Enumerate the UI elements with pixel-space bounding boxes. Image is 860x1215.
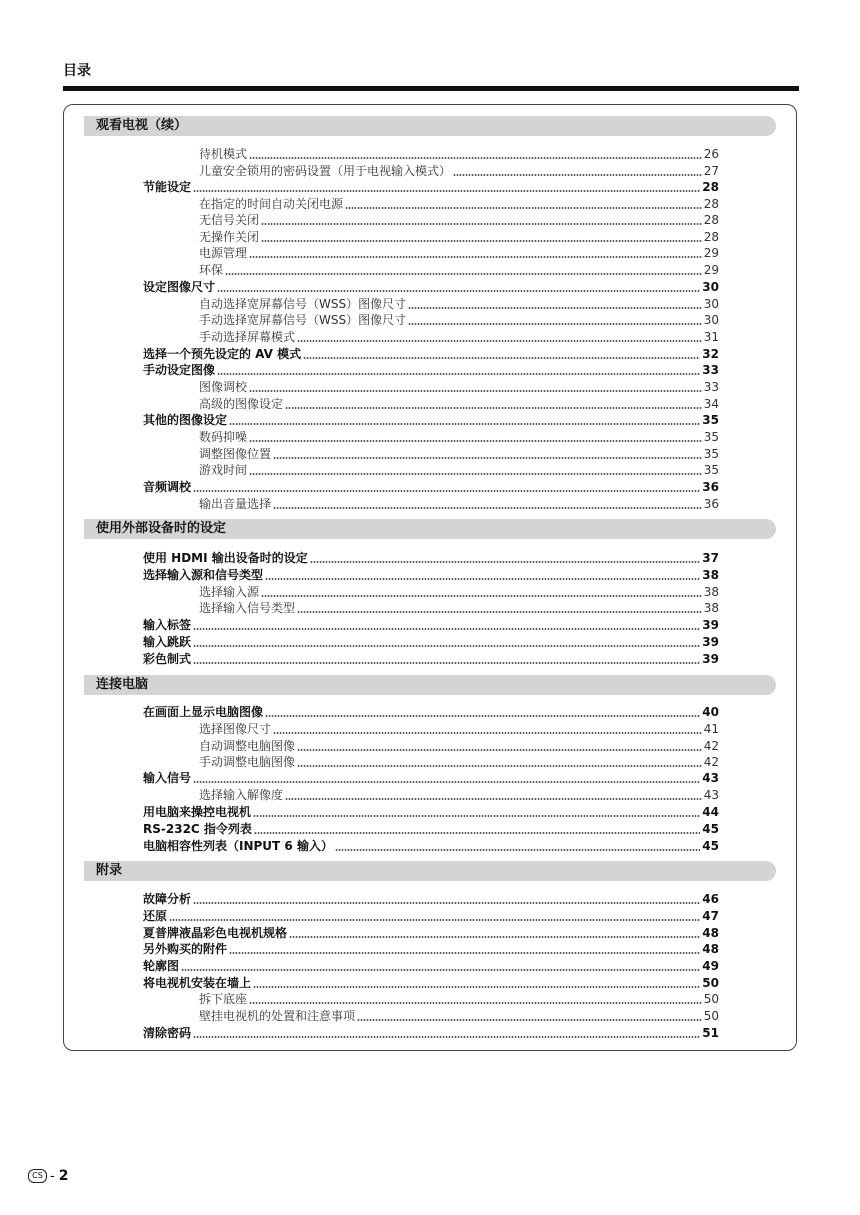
entry-page-number: 33	[702, 363, 719, 377]
entry-page-number: 30	[703, 297, 719, 311]
entry-page-number: 39	[702, 635, 719, 649]
dot-leader	[261, 595, 702, 597]
toc-subentry	[199, 600, 719, 616]
toc-entry	[143, 634, 719, 650]
entry-label: 另外购买的附件	[143, 942, 228, 956]
entry-page-number: 45	[702, 839, 719, 853]
dot-leader	[303, 357, 700, 359]
dot-leader	[193, 645, 700, 647]
dot-leader	[289, 936, 700, 938]
dot-leader	[225, 273, 702, 275]
entry-label: 其他的图像设定	[143, 413, 228, 427]
entry-label: 选择图像尺寸	[199, 722, 272, 736]
entry-label: 夏普牌液晶彩色电视机规格	[143, 926, 288, 940]
dot-leader	[193, 490, 700, 492]
dot-leader	[310, 561, 701, 563]
dot-leader	[297, 611, 702, 613]
dot-leader	[253, 815, 700, 817]
dot-leader	[273, 457, 702, 459]
entry-label: 故障分析	[143, 892, 192, 906]
toc-subentry	[199, 262, 719, 278]
toc-entry	[143, 958, 719, 974]
dot-leader	[217, 373, 700, 375]
dot-leader	[273, 732, 702, 734]
entry-page-number: 40	[702, 705, 719, 719]
dot-leader	[408, 307, 702, 309]
toc-subentry	[199, 163, 719, 179]
dot-leader	[453, 174, 702, 176]
toc-entry	[143, 941, 719, 957]
entry-page-number: 48	[702, 926, 719, 940]
dot-leader	[169, 919, 700, 921]
section-header: 附录	[84, 861, 776, 881]
dot-leader	[261, 240, 702, 242]
entry-label: 在画面上显示电脑图像	[143, 705, 264, 719]
dot-leader	[297, 340, 702, 342]
entry-page-number: 35	[703, 430, 719, 444]
entry-page-number: 51	[702, 1026, 719, 1040]
entry-page-number: 29	[703, 263, 719, 277]
entry-label: 手动选择宽屏幕信号（WSS）图像尺寸	[199, 313, 407, 327]
toc-subentry	[199, 196, 719, 212]
entry-label: 手动选择屏幕模式	[199, 330, 296, 344]
entry-label: 选择输入信号类型	[199, 601, 296, 615]
entry-page-number: 36	[702, 480, 719, 494]
dot-leader	[249, 390, 702, 392]
entry-label: 游戏时间	[199, 463, 248, 477]
dot-leader	[193, 662, 700, 664]
dot-leader	[249, 157, 702, 159]
toc-subentry	[199, 229, 719, 245]
entry-label: 图像调校	[199, 380, 248, 394]
entry-label: 使用 HDMI 输出设备时的设定	[143, 551, 308, 565]
dot-leader	[229, 952, 700, 954]
entry-page-number: 35	[702, 413, 719, 427]
entry-page-number: 32	[702, 347, 719, 361]
entry-page-number: 43	[703, 788, 719, 802]
toc-subentry	[199, 584, 719, 600]
entry-label: 输出音量选择	[199, 497, 272, 511]
toc-entry	[143, 891, 719, 907]
entry-page-number: 28	[703, 230, 719, 244]
dot-leader	[261, 223, 702, 225]
toc-subentry	[199, 429, 719, 445]
entry-page-number: 38	[703, 585, 719, 599]
toc-subentry	[199, 146, 719, 162]
toc-entry	[143, 704, 719, 720]
entry-page-number: 50	[703, 992, 719, 1006]
toc-entry	[143, 1025, 719, 1041]
dot-leader	[285, 798, 702, 800]
entry-page-number: 44	[702, 805, 719, 819]
entry-page-number: 45	[702, 822, 719, 836]
toc-subentry	[199, 396, 719, 412]
entry-page-number: 28	[703, 197, 719, 211]
page-footer	[28, 1168, 68, 1184]
entry-page-number: 31	[703, 330, 719, 344]
entry-page-number: 34	[703, 397, 719, 411]
entry-label: 输入信号	[143, 771, 192, 785]
entry-label: 儿童安全锁用的密码设置（用于电视输入模式）	[199, 164, 452, 178]
dot-leader	[249, 1002, 702, 1004]
entry-page-number: 48	[702, 942, 719, 956]
entry-label: 调整图像位置	[199, 447, 272, 461]
entry-page-number: 43	[702, 771, 719, 785]
section-header: 使用外部设备时的设定	[84, 519, 776, 539]
entry-label: 轮廓图	[143, 959, 180, 973]
entry-label: 数码抑噪	[199, 430, 248, 444]
entry-label: 选择输入源和信号类型	[143, 568, 264, 582]
toc-subentry	[199, 1008, 719, 1024]
entry-label: 用电脑来操控电视机	[143, 805, 252, 819]
entry-page-number: 42	[703, 755, 719, 769]
entry-page-number: 38	[703, 601, 719, 615]
entry-page-number: 35	[703, 447, 719, 461]
entry-label: 还原	[143, 909, 168, 923]
toc-subentry	[199, 446, 719, 462]
entry-label: 高级的图像设定	[199, 397, 284, 411]
toc-subentry	[199, 329, 719, 345]
entry-label: 选择输入源	[199, 585, 260, 599]
entry-label: 音频调校	[143, 480, 192, 494]
dot-leader	[253, 986, 700, 988]
entry-page-number: 42	[703, 739, 719, 753]
dot-leader	[345, 207, 702, 209]
toc-entry	[143, 651, 719, 667]
entry-page-number: 37	[702, 551, 719, 565]
toc-entry	[143, 279, 719, 295]
dot-leader	[335, 849, 700, 851]
toc-subentry	[199, 754, 719, 770]
entry-label: 自动选择宽屏幕信号（WSS）图像尺寸	[199, 297, 407, 311]
entry-label: 输入标签	[143, 618, 192, 632]
toc-entry	[143, 567, 719, 583]
dot-leader	[193, 190, 700, 192]
title-rule	[63, 86, 799, 91]
toc-subentry	[199, 462, 719, 478]
toc-entry	[143, 412, 719, 428]
toc-entry	[143, 550, 719, 566]
section-header: 观看电视（续）	[84, 116, 776, 136]
toc-entry	[143, 925, 719, 941]
entry-page-number: 28	[703, 213, 719, 227]
entry-label: 电脑相容性列表（INPUT 6 输入）	[143, 839, 333, 853]
toc-entry	[143, 479, 719, 495]
entry-page-number: 29	[703, 246, 719, 260]
entry-label: 无信号关闭	[199, 213, 260, 227]
dot-leader	[297, 749, 702, 751]
entry-label: RS-232C 指令列表	[143, 822, 252, 836]
entry-label: 在指定的时间自动关闭电源	[199, 197, 344, 211]
entry-label: 自动调整电脑图像	[199, 739, 296, 753]
entry-page-number: 47	[702, 909, 719, 923]
entry-label: 电源管理	[199, 246, 248, 260]
page-number: 2	[58, 1168, 69, 1184]
dot-leader	[357, 1019, 702, 1021]
entry-label: 拆下底座	[199, 992, 248, 1006]
toc-entry	[143, 346, 719, 362]
toc-subentry	[199, 212, 719, 228]
toc-entry	[143, 770, 719, 786]
entry-label: 选择输入解像度	[199, 788, 284, 802]
toc-subentry	[199, 379, 719, 395]
dot-leader	[193, 781, 700, 783]
toc-subentry	[199, 296, 719, 312]
entry-page-number: 36	[703, 497, 719, 511]
entry-page-number: 33	[703, 380, 719, 394]
entry-page-number: 50	[702, 976, 719, 990]
entry-label: 彩色制式	[143, 652, 192, 666]
dot-leader	[229, 423, 700, 425]
language-badge: CS	[28, 1169, 47, 1183]
toc-entry	[143, 617, 719, 633]
dot-leader	[285, 407, 702, 409]
dot-leader	[265, 715, 700, 717]
entry-label: 无操作关闭	[199, 230, 260, 244]
entry-label: 手动设定图像	[143, 363, 216, 377]
toc-subentry	[199, 787, 719, 803]
toc-subentry	[199, 496, 719, 512]
toc-entry	[143, 975, 719, 991]
section-header: 连接电脑	[84, 675, 776, 695]
entry-page-number: 30	[702, 280, 719, 294]
entry-label: 清除密码	[143, 1026, 192, 1040]
entry-page-number: 27	[703, 164, 719, 178]
dot-leader	[193, 902, 700, 904]
entry-page-number: 38	[702, 568, 719, 582]
dot-leader	[265, 578, 700, 580]
toc-entry	[143, 838, 719, 854]
dot-leader	[249, 256, 702, 258]
dot-leader	[193, 628, 700, 630]
page-title: 目录	[63, 63, 91, 79]
entry-label: 壁挂电视机的处置和注意事项	[199, 1009, 356, 1023]
dot-leader	[193, 1036, 700, 1038]
entry-page-number: 41	[703, 722, 719, 736]
toc-entry	[143, 821, 719, 837]
entry-label: 输入跳跃	[143, 635, 192, 649]
entry-page-number: 26	[703, 147, 719, 161]
entry-page-number: 39	[702, 618, 719, 632]
toc-subentry	[199, 721, 719, 737]
toc-subentry	[199, 991, 719, 1007]
dot-leader	[217, 290, 700, 292]
entry-page-number: 28	[702, 180, 719, 194]
dot-leader	[249, 473, 702, 475]
entry-label: 节能设定	[143, 180, 192, 194]
entry-label: 环保	[199, 263, 224, 277]
dot-leader	[249, 440, 702, 442]
entry-page-number: 49	[702, 959, 719, 973]
dot-leader	[181, 969, 700, 971]
entry-page-number: 39	[702, 652, 719, 666]
dot-leader	[254, 832, 700, 834]
entry-label: 待机模式	[199, 147, 248, 161]
toc-subentry	[199, 312, 719, 328]
entry-page-number: 30	[703, 313, 719, 327]
dot-leader	[273, 507, 702, 509]
toc-subentry	[199, 738, 719, 754]
entry-label: 设定图像尺寸	[143, 280, 216, 294]
entry-label: 手动调整电脑图像	[199, 755, 296, 769]
dot-leader	[408, 323, 702, 325]
entry-page-number: 46	[702, 892, 719, 906]
entry-label: 选择一个预先设定的 AV 模式	[143, 347, 302, 361]
entry-page-number: 50	[703, 1009, 719, 1023]
toc-entry	[143, 804, 719, 820]
toc-entry	[143, 179, 719, 195]
footer-separator: -	[50, 1168, 55, 1184]
dot-leader	[297, 765, 702, 767]
entry-label: 将电视机安装在墙上	[143, 976, 252, 990]
entry-page-number: 35	[703, 463, 719, 477]
toc-entry	[143, 362, 719, 378]
toc-entry	[143, 908, 719, 924]
toc-subentry	[199, 245, 719, 261]
